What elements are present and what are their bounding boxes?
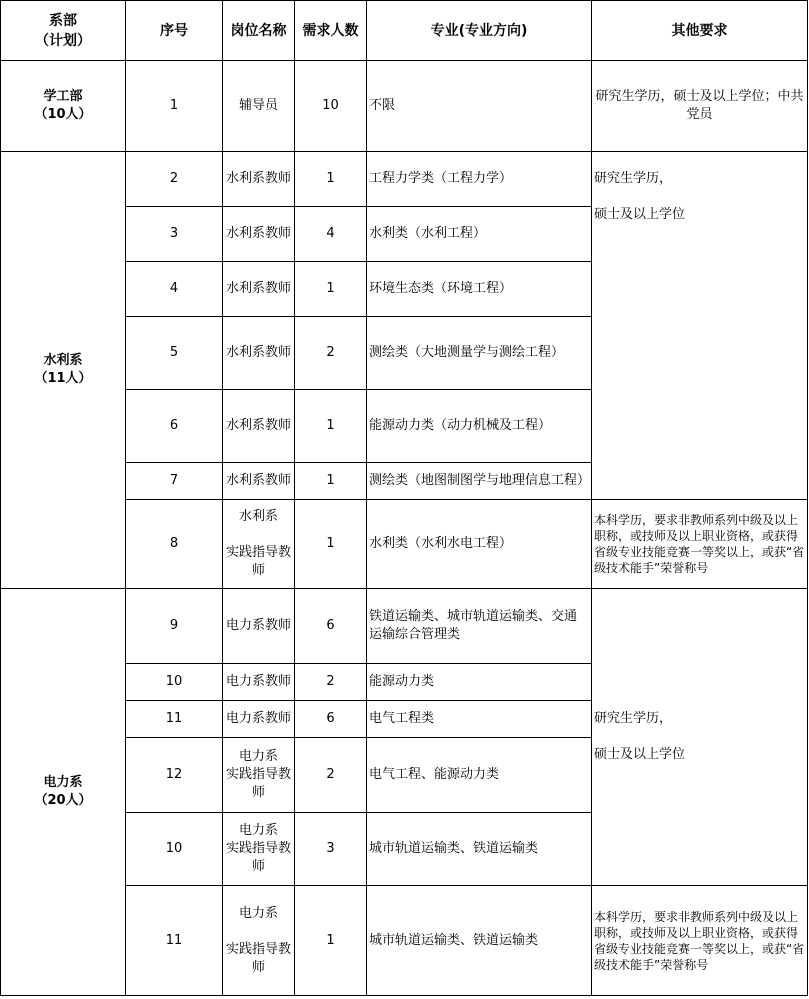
count-cell: 1: [295, 500, 367, 589]
department-dianli: 电力系 （20人）: [1, 589, 126, 996]
seq-cell: 10: [126, 664, 223, 701]
header-position: 岗位名称: [223, 1, 295, 61]
seq-cell: 2: [126, 152, 223, 207]
department-shuili: 水利系 （11人）: [1, 152, 126, 589]
position-cell: 水利系教师: [223, 317, 295, 390]
position-cell: 电力系 实践指导教师: [223, 886, 295, 996]
seq-cell: 6: [126, 390, 223, 463]
position-cell: 电力系 实践指导教师: [223, 813, 295, 886]
major-cell: 电气工程、能源动力类: [367, 738, 592, 813]
major-cell: 不限: [367, 61, 592, 152]
seq-cell: 5: [126, 317, 223, 390]
major-cell: 水利类（水利水电工程）: [367, 500, 592, 589]
seq-cell: 11: [126, 701, 223, 738]
position-cell: 水利系教师: [223, 390, 295, 463]
seq-cell: 1: [126, 61, 223, 152]
header-major: 专业(专业方向): [367, 1, 592, 61]
header-department: 系部 （计划）: [1, 1, 126, 61]
position-cell: 水利系教师: [223, 207, 295, 262]
major-cell: 能源动力类: [367, 664, 592, 701]
count-cell: 2: [295, 738, 367, 813]
count-cell: 2: [295, 664, 367, 701]
position-cell: 辅导员: [223, 61, 295, 152]
seq-cell: 9: [126, 589, 223, 664]
count-cell: 6: [295, 701, 367, 738]
seq-cell: 3: [126, 207, 223, 262]
major-cell: 城市轨道运输类、铁道运输类: [367, 813, 592, 886]
position-cell: 水利系教师: [223, 463, 295, 500]
major-cell: 水利类（水利工程）: [367, 207, 592, 262]
major-cell: 环境生态类（环境工程）: [367, 262, 592, 317]
position-cell: 电力系教师: [223, 701, 295, 738]
seq-cell: 10: [126, 813, 223, 886]
header-row: [1, 1, 808, 61]
header-count: 需求人数: [295, 1, 367, 61]
requirement-practice: 本科学历，要求非教师系列中级及以上职称，或技师及以上职业资格，或获得省级专业技能竞赛一等奖以上，或获“省级技术能手”荣誉称号: [592, 500, 808, 589]
major-cell: 能源动力类（动力机械及工程）: [367, 390, 592, 463]
count-cell: 4: [295, 207, 367, 262]
major-cell: 工程力学类（工程力学）: [367, 152, 592, 207]
count-cell: 1: [295, 152, 367, 207]
header-seq: 序号: [126, 1, 223, 61]
position-cell: 电力系教师: [223, 664, 295, 701]
count-cell: 1: [295, 463, 367, 500]
table-row: [1, 589, 808, 664]
major-cell: 测绘类（大地测量学与测绘工程）: [367, 317, 592, 390]
position-cell: 水利系教师: [223, 262, 295, 317]
major-cell: 测绘类（地图制图学与地理信息工程）: [367, 463, 592, 500]
count-cell: 1: [295, 886, 367, 996]
requirement-xuegong: 研究生学历，硕士及以上学位；中共党员: [592, 61, 808, 152]
seq-cell: 11: [126, 886, 223, 996]
department-xuegong: 学工部 （10人）: [1, 61, 126, 152]
seq-cell: 12: [126, 738, 223, 813]
count-cell: 2: [295, 317, 367, 390]
position-cell: 电力系 实践指导教师: [223, 738, 295, 813]
major-cell: 电气工程类: [367, 701, 592, 738]
seq-cell: 4: [126, 262, 223, 317]
position-cell: 水利系 实践指导教师: [223, 500, 295, 589]
major-cell: 城市轨道运输类、铁道运输类: [367, 886, 592, 996]
count-cell: 1: [295, 390, 367, 463]
position-cell: 电力系教师: [223, 589, 295, 664]
table-row: [1, 152, 808, 207]
requirement-dianli: 研究生学历， 硕士及以上学位: [592, 589, 808, 886]
table-row: [1, 61, 808, 152]
count-cell: 10: [295, 61, 367, 152]
count-cell: 1: [295, 262, 367, 317]
seq-cell: 7: [126, 463, 223, 500]
major-cell: 铁道运输类、城市轨道运输类、交通运输综合管理类: [367, 589, 592, 664]
requirement-shuili: 研究生学历， 硕士及以上学位: [592, 152, 808, 500]
header-other: 其他要求: [592, 1, 808, 61]
requirement-practice: 本科学历，要求非教师系列中级及以上职称，或技师及以上职业资格，或获得省级专业技能竞赛一等奖以上，或获“省级技术能手”荣誉称号: [592, 886, 808, 996]
seq-cell: 8: [126, 500, 223, 589]
position-cell: 水利系教师: [223, 152, 295, 207]
count-cell: 3: [295, 813, 367, 886]
count-cell: 6: [295, 589, 367, 664]
